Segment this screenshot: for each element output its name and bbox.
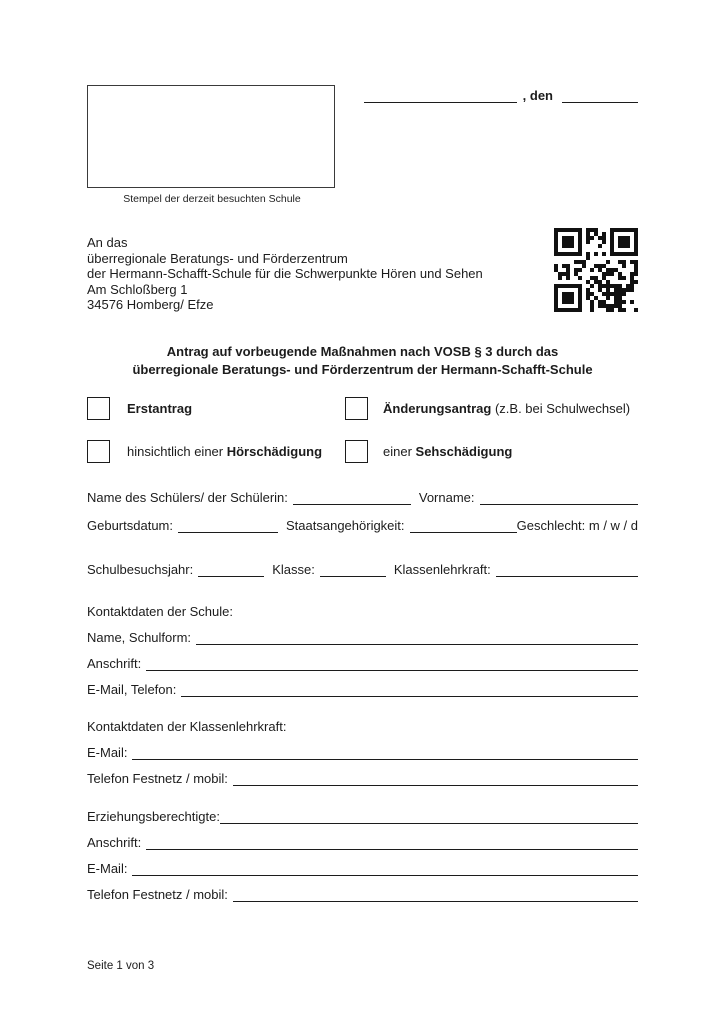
erziehungsberechtigte-blank[interactable] xyxy=(220,822,638,824)
checkbox-option-hoerschaedigung xyxy=(87,440,345,463)
guardian-telefon-line xyxy=(87,887,638,902)
erziehungsberechtigte-label: Erziehungsberechtigte: xyxy=(87,808,220,824)
klasse-label: Klasse: xyxy=(272,561,315,577)
form-title xyxy=(87,343,638,379)
school-name-schulform-label: Name, Schulform: xyxy=(87,629,192,645)
geburtsdatum-blank[interactable] xyxy=(178,531,278,533)
vorname-blank[interactable] xyxy=(480,503,638,505)
checkbox-row-schaedigung xyxy=(87,440,638,463)
address-line: der Hermann-Schafft-Schule für die Schwerpunkte Hören und Sehen xyxy=(87,266,483,281)
klassenlehrkraft-blank[interactable] xyxy=(496,575,638,577)
schulbesuchsjahr-blank[interactable] xyxy=(198,575,264,577)
schulbesuchsjahr-label: Schulbesuchsjahr: xyxy=(87,561,194,577)
guardian-anschrift-blank[interactable] xyxy=(146,848,638,850)
school-contact-section xyxy=(87,604,638,697)
form-title-line-1: Antrag auf vorbeugende Maßnahmen nach VOSB § 3 durch das xyxy=(166,343,559,359)
teacher-telefon-blank[interactable] xyxy=(233,784,638,786)
schulbesuch-line xyxy=(87,562,638,577)
teacher-email-line xyxy=(87,745,638,760)
geburtsdatum-line xyxy=(87,518,638,533)
erstantrag-checkbox[interactable] xyxy=(87,397,110,420)
school-email-telefon-line xyxy=(87,682,638,697)
guardian-anschrift-label: Anschrift: xyxy=(87,834,142,850)
staatsangehoerigkeit-label: Staatsangehörigkeit: xyxy=(286,517,405,533)
school-name-schulform-blank[interactable] xyxy=(196,643,638,645)
teacher-contact-section xyxy=(87,719,638,786)
guardian-telefon-blank[interactable] xyxy=(233,900,638,902)
guardian-email-line xyxy=(87,861,638,876)
name-label: Name des Schülers/ der Schülerin: xyxy=(87,489,288,505)
guardian-email-blank[interactable] xyxy=(132,874,638,876)
teacher-telefon-line xyxy=(87,771,638,786)
address-line: überregionale Beratungs- und Förderzentrum xyxy=(87,250,348,266)
recipient-address xyxy=(87,235,483,313)
aenderungsantrag-checkbox[interactable] xyxy=(345,397,368,420)
sehschaedigung-label: einer Sehschädigung xyxy=(383,443,513,459)
checkbox-row-antragsart xyxy=(87,397,638,420)
erziehungsberechtigte-line xyxy=(87,809,638,824)
city-date-line xyxy=(364,88,638,103)
hoerschaedigung-label: hinsichtlich einer Hörschädigung xyxy=(127,443,323,459)
school-anschrift-line xyxy=(87,656,638,671)
student-fields xyxy=(87,490,638,577)
sehschaedigung-checkbox[interactable] xyxy=(345,440,368,463)
teacher-contact-heading: Kontaktdaten der Klassenlehrkraft: xyxy=(87,718,287,734)
guardian-anschrift-line xyxy=(87,835,638,850)
city-blank[interactable] xyxy=(364,101,517,103)
geburtsdatum-label: Geburtsdatum: xyxy=(87,517,173,533)
geschlecht-label: Geschlecht: m / w / d xyxy=(516,517,638,533)
stamp-box xyxy=(87,85,335,188)
staatsangehoerigkeit-blank[interactable] xyxy=(410,531,517,533)
teacher-email-blank[interactable] xyxy=(132,758,638,760)
top-row xyxy=(87,85,638,205)
guardian-section xyxy=(87,809,638,902)
aenderungsantrag-label: Änderungsantrag (z.B. bei Schulwechsel) xyxy=(383,400,631,416)
school-email-telefon-label: E-Mail, Telefon: xyxy=(87,681,177,697)
checkbox-block xyxy=(87,397,638,463)
stamp-caption: Stempel der derzeit besuchten Schule xyxy=(123,193,301,205)
form-title-line-2: überregionale Beratungs- und Förderzentrum der Hermann-Schafft-Schule xyxy=(132,361,593,377)
teacher-email-label: E-Mail: xyxy=(87,744,128,760)
guardian-telefon-label: Telefon Festnetz / mobil: xyxy=(87,886,228,902)
guardian-email-label: E-Mail: xyxy=(87,860,128,876)
school-email-telefon-blank[interactable] xyxy=(181,695,638,697)
page-indicator: Seite 1 von 3 xyxy=(87,960,155,972)
checkbox-option-erstantrag xyxy=(87,397,345,420)
checkbox-option-aenderungsantrag xyxy=(345,397,638,420)
address-line: 34576 Homberg/ Efze xyxy=(87,297,214,312)
klassenlehrkraft-label: Klassenlehrkraft: xyxy=(393,561,491,577)
hoerschaedigung-checkbox[interactable] xyxy=(87,440,110,463)
address-line: Am Schloßberg 1 xyxy=(87,281,188,297)
klasse-blank[interactable] xyxy=(320,575,386,577)
school-anschrift-label: Anschrift: xyxy=(87,655,142,671)
name-line xyxy=(87,490,638,505)
stamp-area xyxy=(87,85,337,205)
address-line: An das xyxy=(87,235,128,250)
date-blank[interactable] xyxy=(562,101,638,103)
teacher-telefon-label: Telefon Festnetz / mobil: xyxy=(87,770,228,786)
qr-code-icon xyxy=(554,228,638,312)
school-contact-heading: Kontaktdaten der Schule: xyxy=(87,603,233,619)
school-anschrift-blank[interactable] xyxy=(146,669,638,671)
address-row xyxy=(87,235,638,313)
school-name-line xyxy=(87,630,638,645)
checkbox-option-sehschaedigung xyxy=(345,440,638,463)
name-blank[interactable] xyxy=(293,503,411,505)
vorname-label: Vorname: xyxy=(418,489,475,505)
date-separator: , den xyxy=(522,88,553,103)
erstantrag-label: Erstantrag xyxy=(127,400,193,416)
